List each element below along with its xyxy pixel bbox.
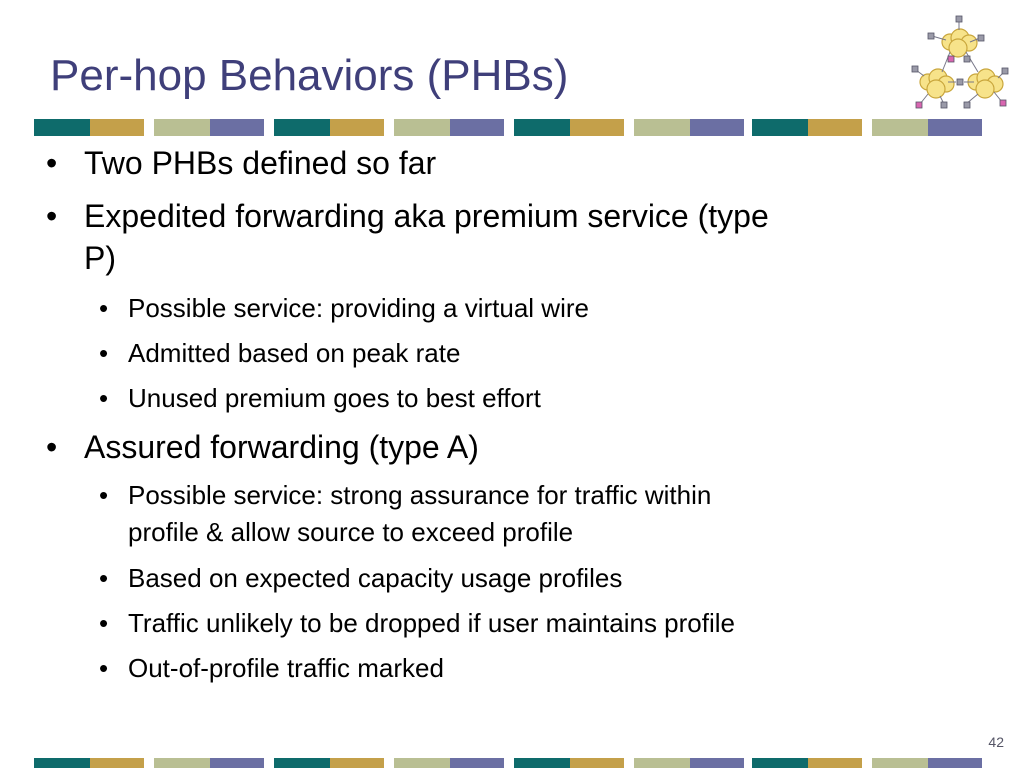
top-divider-stripe [34, 119, 984, 136]
bullet-text: Admitted based on peak rate [128, 338, 461, 368]
cloud-left [920, 69, 954, 98]
bullet-dot: • [46, 429, 58, 465]
bullet-text: Assured forwarding (type A) [84, 429, 479, 465]
bullet-dot: • [99, 608, 109, 638]
bullet-text: Two PHBs defined so far [84, 145, 437, 181]
bullet-dot: • [46, 198, 58, 234]
sub-bullet-item [99, 335, 461, 371]
bullet-text: Unused premium goes to best effort [128, 383, 541, 413]
bullet-dot: • [99, 293, 109, 323]
bullet-text: Out-of-profile traffic marked [128, 653, 444, 683]
bullet-dot: • [99, 383, 109, 413]
bullet-text: P) [84, 240, 116, 276]
bullet-dot: • [99, 338, 109, 368]
cloud-right [968, 69, 1003, 98]
bullet-item [46, 427, 479, 467]
bullet-text: Possible service: providing a virtual wire [128, 293, 589, 323]
bottom-divider-stripe [34, 758, 984, 768]
bullet-dot: • [46, 145, 58, 181]
bullet-dot: • [99, 653, 109, 683]
bullet-continuation [84, 238, 116, 278]
slide-number: 42 [988, 734, 1004, 750]
bullet-item [46, 143, 437, 183]
bullet-text: Expedited forwarding aka premium service (type [84, 198, 769, 234]
sub-bullet-item [99, 290, 589, 326]
sub-bullet-item [99, 605, 735, 641]
bullet-dot: • [99, 563, 109, 593]
sub-bullet-item [99, 380, 541, 416]
bullet-text: profile & allow source to exceed profile [128, 517, 574, 547]
sub-bullet-item [99, 560, 623, 596]
network-clouds-icon [906, 12, 1014, 112]
bullet-dot: • [99, 480, 109, 510]
sub-bullet-item [99, 477, 712, 513]
bullet-item [46, 196, 769, 236]
bullet-text: Based on expected capacity usage profiles [128, 563, 623, 593]
bullet-text: Traffic unlikely to be dropped if user maintains profile [128, 608, 735, 638]
bullet-text: Possible service: strong assurance for traffic within [128, 480, 712, 510]
sub-bullet-item [99, 650, 444, 686]
cloud-top [942, 29, 977, 57]
slide-title: Per-hop Behaviors (PHBs) [50, 51, 569, 100]
sub-bullet-continuation [128, 514, 573, 550]
